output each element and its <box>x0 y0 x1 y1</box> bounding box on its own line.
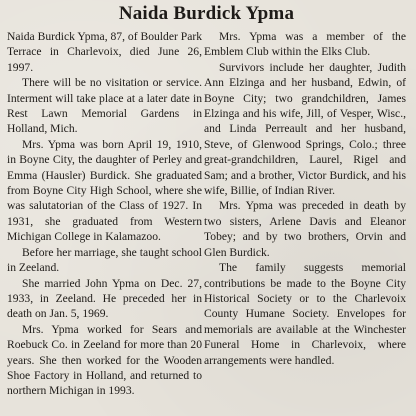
paragraph: Before her marriage, she taught school in Zeeland. <box>7 245 202 275</box>
paragraph: There will be no visitation or service. Interment will take place at a later date in Rest Lawn Memorial Gardens in Holland, Mich. <box>7 76 202 136</box>
paragraph: Mrs. Ypma was preceded in death by two sisters, Arlene Davis and Eleanor Tobey; and by two brothers, Orvin and Glen Burdick. <box>204 199 406 259</box>
paragraph: Survivors include her daughter, Judith Ann Elzinga and her husband, Edwin, of Boyne City; two grandchildren, James Elzinga and his wife, Jill, of Vesper, Wisc., and Linda Perreault and her husband, Steve, of Glenwood Springs, Colo.; three great-grandchildren, Laurel, Rigel and Sam; and a brother, Victor Burdick, and his wife, Billie, of Indian River. <box>204 60 406 198</box>
paragraph: Mrs. Ypma worked for Sears and Roebuck Co. in Zeeland for more than 20 years. She then worked for the Wooden Shoe Factory in Holland, and returned to northern Michigan in 1993. <box>7 322 202 398</box>
left-column <box>7 29 202 399</box>
paragraph: Naida Burdick Ypma, 87, of Boulder Park Terrace in Charlevoix, died June 26, 1997. <box>7 30 202 74</box>
paragraph: She married John Ypma on Dec. 27, 1933, in Zeeland. He preceded her in death on Jan. 5, 1969. <box>7 276 202 321</box>
paragraph: Mrs. Ypma was born April 19, 1910, in Boyne City, the daughter of Perley and Emma (Hausler) Burdick. She graduated from Boyne City High School, where she was salutatorian of the Class of 1927. In 1931, she graduated from Western Michigan College in Kalamazoo. <box>7 137 202 244</box>
paragraph: The family suggests memorial contributions be made to the Boyne City Historical Society or to the Charlevoix County Humane Society. Envelopes for memorials are available at the Winchester Funeral Home in Charlevoix, where arrangements were handled. <box>204 261 406 367</box>
right-column <box>204 29 406 399</box>
paragraph: Mrs. Ypma was a member of the Emblem Club within the Elks Club. <box>204 30 406 59</box>
obituary-title: Naida Burdick Ypma <box>118 3 295 24</box>
obituary-body <box>7 29 406 399</box>
